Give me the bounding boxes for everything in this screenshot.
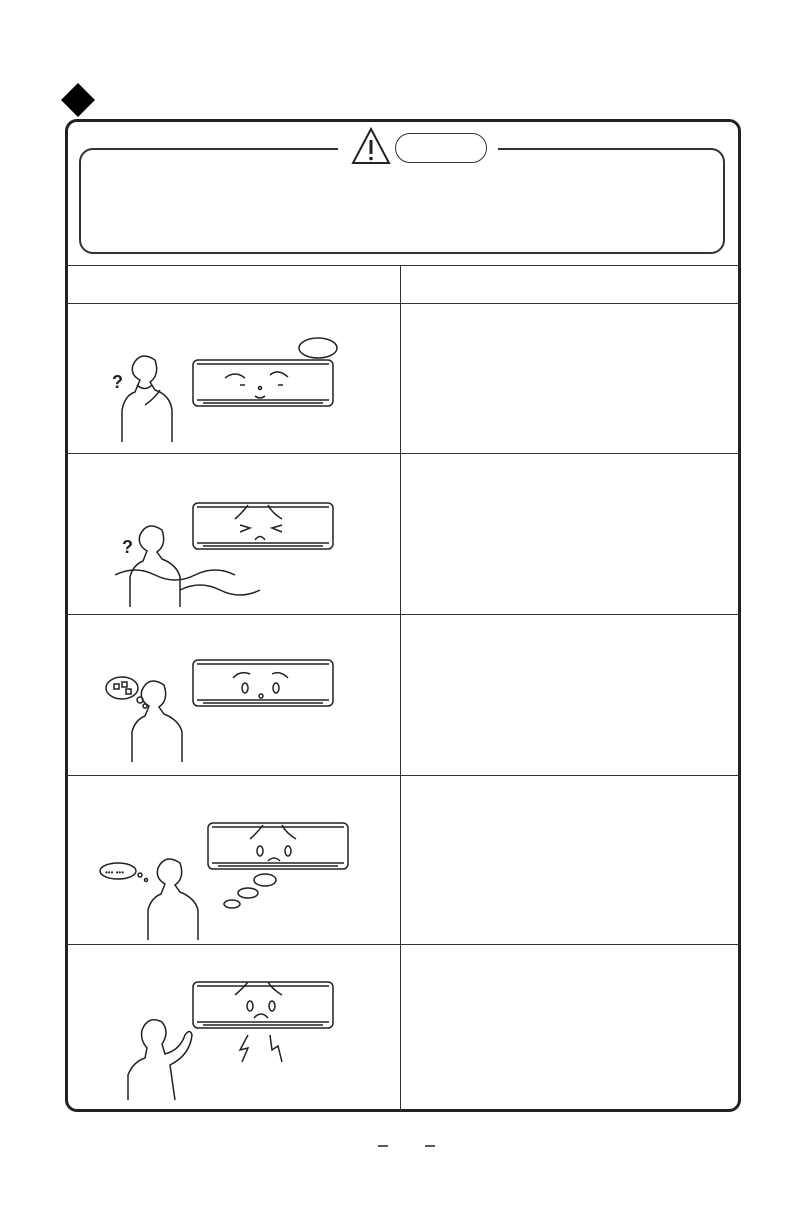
illustration-woman-thinking-unit-neutral (100, 650, 360, 770)
table-column-divider (400, 265, 401, 1111)
section-diamond-icon (61, 83, 95, 117)
table-header-top-border (66, 265, 740, 266)
troubleshooting-table-frame (65, 119, 741, 1112)
page-number-marks (370, 1142, 450, 1162)
svg-text:?: ? (122, 537, 133, 557)
table-row-separator (66, 775, 740, 776)
illustration-woman-smell-unit-worried (100, 815, 360, 945)
caution-box (79, 148, 725, 254)
illustration-man-noise-unit-sparks (100, 970, 360, 1105)
caution-label (395, 133, 487, 163)
illustration-woman-puzzled-unit-sound (100, 330, 360, 450)
table-row-separator (66, 453, 740, 454)
svg-text:••• •••: ••• ••• (105, 868, 125, 877)
illustration-woman-puzzled-unit-wind (100, 495, 360, 615)
svg-text:?: ? (112, 372, 123, 392)
warning-triangle-icon (351, 126, 391, 166)
table-header-bottom-border (66, 303, 740, 304)
